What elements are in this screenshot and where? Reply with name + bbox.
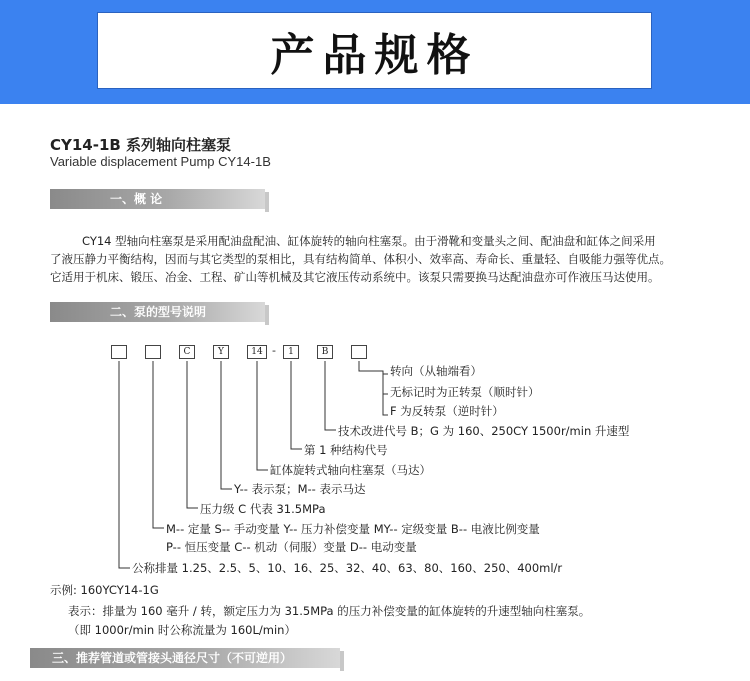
code-box-pump-motor: Y — [213, 345, 229, 359]
label-displacement: 公称排量 1.25、2.5、5、10、16、25、32、40、63、80、160、250、400ml/r — [132, 561, 563, 575]
section-pipe-size-header: 三、推荐管道或管接头通径尺寸（不可逆用） — [30, 648, 340, 668]
label-variable-line-2: P-- 恒压变量 C-- 机动（伺服）变量 D-- 电动变量 — [166, 540, 417, 554]
overview-line-3: 它适用于机床、锻压、冶金、工程、矿山等机械及其它液压传动系统中。该泵只需要换马达配油盘亦可作液压马达使用。 — [50, 270, 660, 284]
label-pump-type: 缸体旋转式轴向柱塞泵（马达） — [270, 463, 431, 477]
label-pump-motor: Y-- 表示泵；M-- 表示马达 — [234, 482, 366, 496]
section-overview-header: 一、概 论 — [50, 189, 265, 209]
banner-title-box — [97, 12, 652, 89]
section-model-header: 二、泵的型号说明 — [50, 302, 265, 322]
label-rotation-cw: 无标记时为正转泵（顺时针） — [390, 385, 540, 399]
label-improve-code: 技术改进代号 B；G 为 160、250CY 1500r/min 升速型 — [338, 424, 630, 438]
code-box-structure: 1 — [283, 345, 299, 359]
example-label: 示例: 160YCY14-1G — [50, 583, 159, 597]
code-dash: - — [272, 344, 276, 357]
example-line-2: （即 1000r/min 时公称流量为 160L/min） — [68, 623, 296, 637]
code-box-series: 14 — [247, 345, 267, 359]
doc-title-cn: CY14-1B 系列轴向柱塞泵 — [50, 136, 232, 154]
label-pressure: 压力级 C 代表 31.5MPa — [200, 502, 326, 516]
label-rotation-ccw: F 为反转泵（逆时针） — [390, 404, 504, 418]
spec-document — [0, 104, 750, 681]
code-box-pressure: C — [179, 345, 195, 359]
label-structure-code: 第 1 种结构代号 — [304, 443, 388, 457]
overview-line-1: CY14 型轴向柱塞泵是采用配油盘配油、缸体旋转的轴向柱塞泵。由于滑靴和变量头之间、配油盘和缸体之间采用 — [82, 234, 656, 248]
doc-title-en: Variable displacement Pump CY14-1B — [50, 154, 271, 169]
overview-line-2: 了液压静力平衡结构，因而与其它类型的泵相比，具有结构简单、体积小、效率高、寿命长、重量轻、自吸能力强等优点。 — [50, 252, 671, 266]
banner-title: 产品规格 — [270, 29, 479, 81]
example-line-1: 表示：排量为 160 毫升 / 转，额定压力为 31.5MPa 的压力补偿变量的缸体旋转的升速型轴向柱塞泵。 — [68, 604, 591, 618]
header-banner — [0, 0, 750, 104]
label-variable-line-1: M-- 定量 S-- 手动变量 Y-- 压力补偿变量 MY-- 定级变量 B-- 电液比例变量 — [166, 522, 540, 536]
code-box-improve: B — [317, 345, 333, 359]
label-rotation: 转向（从轴端看） — [390, 364, 482, 378]
